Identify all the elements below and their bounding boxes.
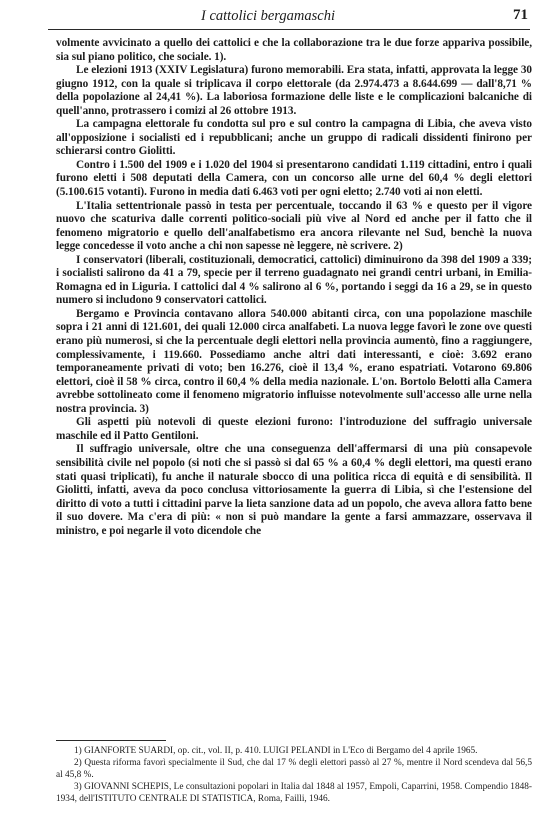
footnote: 3) GIOVANNI SCHEPIS, Le consultazioni popolari in Italia dal 1848 al 1957, Empoli, Caparrini, 1958. Compendio 1848-1934, dell'ISTITUTO CENTRALE DI STATISTICA, Roma, Failli, 1946.	[56, 782, 532, 805]
running-title: I cattolici bergamaschi	[201, 8, 335, 24]
paragraph: volmente avvicinato a quello dei cattolici e che la collaborazione tra le due forze appariva possibile, sia sul piano politico, che sociale. 1).	[56, 37, 532, 63]
page-number: 71	[513, 7, 528, 23]
paragraph: L'Italia settentrionale passò in testa per percentuale, toccando il 63 % e questo per il vigore nuovo che scaturiva dalle correnti politico-sociali più vive al Nord ed anche per il fatto che il fenomeno migratorio e quello dell'analfabetismo era ancora rilevante nel Sud, benchè la nuova legge concedesse il voto anche a chi non sapesse nè leggere, nè scrivere. 2)	[56, 199, 532, 253]
header-rule	[48, 29, 530, 30]
paragraph: Bergamo e Provincia contavano allora 540.000 abitanti circa, con una popolazione maschile sopra i 21 anni di 121.601, dei quali 12.000 circa analfabeti. La nuova legge favorì le zone ove questi erano più numerosi, si che la percentuale degli elettori nella provincia aumentò, fino a raggiungere, complessivamente, i 119.660. Possediamo anche altri dati interessanti, e cioè: 3.692 erano temporaneamente privati di voto; ben 16.276, cioè il 13,4 %, erano espatriati. Votarono 69.806 elettori, cioè il 58 % circa, contro il 60,4 % della media nazionale. L'on. Bortolo Belotti alla Camera avrebbe sottolineato come il fenomeno migratorio influisse notevolmente sull'accesso alle urne nella nostra provincia. 3)	[56, 307, 532, 415]
footnote-rule	[56, 740, 166, 741]
footnote: 1) GIANFORTE SUARDI, op. cit., vol. II, p. 410. LUIGI PELANDI in L'Eco di Bergamo del 4 aprile 1965.	[74, 746, 478, 756]
paragraph: I conservatori (liberali, costituzionali, democratici, cattolici) diminuirono da 398 del 1909 a 339; i socialisti salirono da 41 a 79, specie per il terreno guadagnato nei grandi centri urbani, in Emilia-Romagna ed in Liguria. I cattolici dal 4 % salirono al 6 %, portando i seggi da 16 a 29, se in questo numero si includono 9 conservatori cattolici.	[56, 253, 532, 307]
footnote: 2) Questa riforma favorì specialmente il Sud, che dal 17 % degli elettori passò al 27 %, mentre il Nord scendeva dal 56,5 al 45,8 %.	[56, 758, 532, 781]
paragraph: Le elezioni 1913 (XXIV Legislatura) furono memorabili. Era stata, infatti, approvata la legge 30 giugno 1912, con la quale si triplicava il corpo elettorale (da 2.974.473 a 8.644.699 — dall'8,71 % della popolazione al 24,41 %). La laboriosa formazione delle liste e le complicazioni balcaniche di quell'anno, protrassero i comizi al 26 ottobre 1913.	[56, 64, 532, 117]
footnotes	[56, 745, 532, 805]
body-text	[56, 37, 532, 538]
paragraph: Contro i 1.500 del 1909 e i 1.020 del 1904 si presentarono candidati 1.119 cittadini, entro i quali furono eletti i 508 deputati della Camera, con un concorso alle urne del 60,4 % degli elettori (5.100.615 votanti). Furono in media dati 6.463 voti per ogni eletto; 2.740 voti ai non eletti.	[56, 158, 532, 199]
page-header	[48, 6, 528, 28]
paragraph: Gli aspetti più notevoli di queste elezioni furono: l'introduzione del suffragio universale maschile ed il Patto Gentiloni.	[56, 416, 532, 442]
paragraph: La campagna elettorale fu condotta sul pro e sul contro la campagna di Libia, che aveva visto all'opposizione i socialisti ed i repubblicani; anche un gruppo di radicali dissidenti finirono per schierarsi contro Giolitti.	[56, 118, 532, 158]
paragraph: Il suffragio universale, oltre che una conseguenza dell'affermarsi di una più consapevole sensibilità civile nel popolo (si noti che si passò si dal 65 % a 60,4 % degli elettori, ma questi erano stati quasi triplicati), fu anche il naturale sbocco di una politica ricca di equità e di sensibilità. Il Giolitti, infatti, aveva da poco conclusa vittoriosamente la guerra di Libia, sì che l'estensione del diritto di voto a tutti i cittadini parve la lieta sanzione data ad un popolo, che aveva allora fatto bene il suo dovere. Ma c'era di più: « non si può mandare la gente a farsi ammazzare, osservava il ministro, e poi negarle il voto dicendole che	[56, 443, 532, 537]
